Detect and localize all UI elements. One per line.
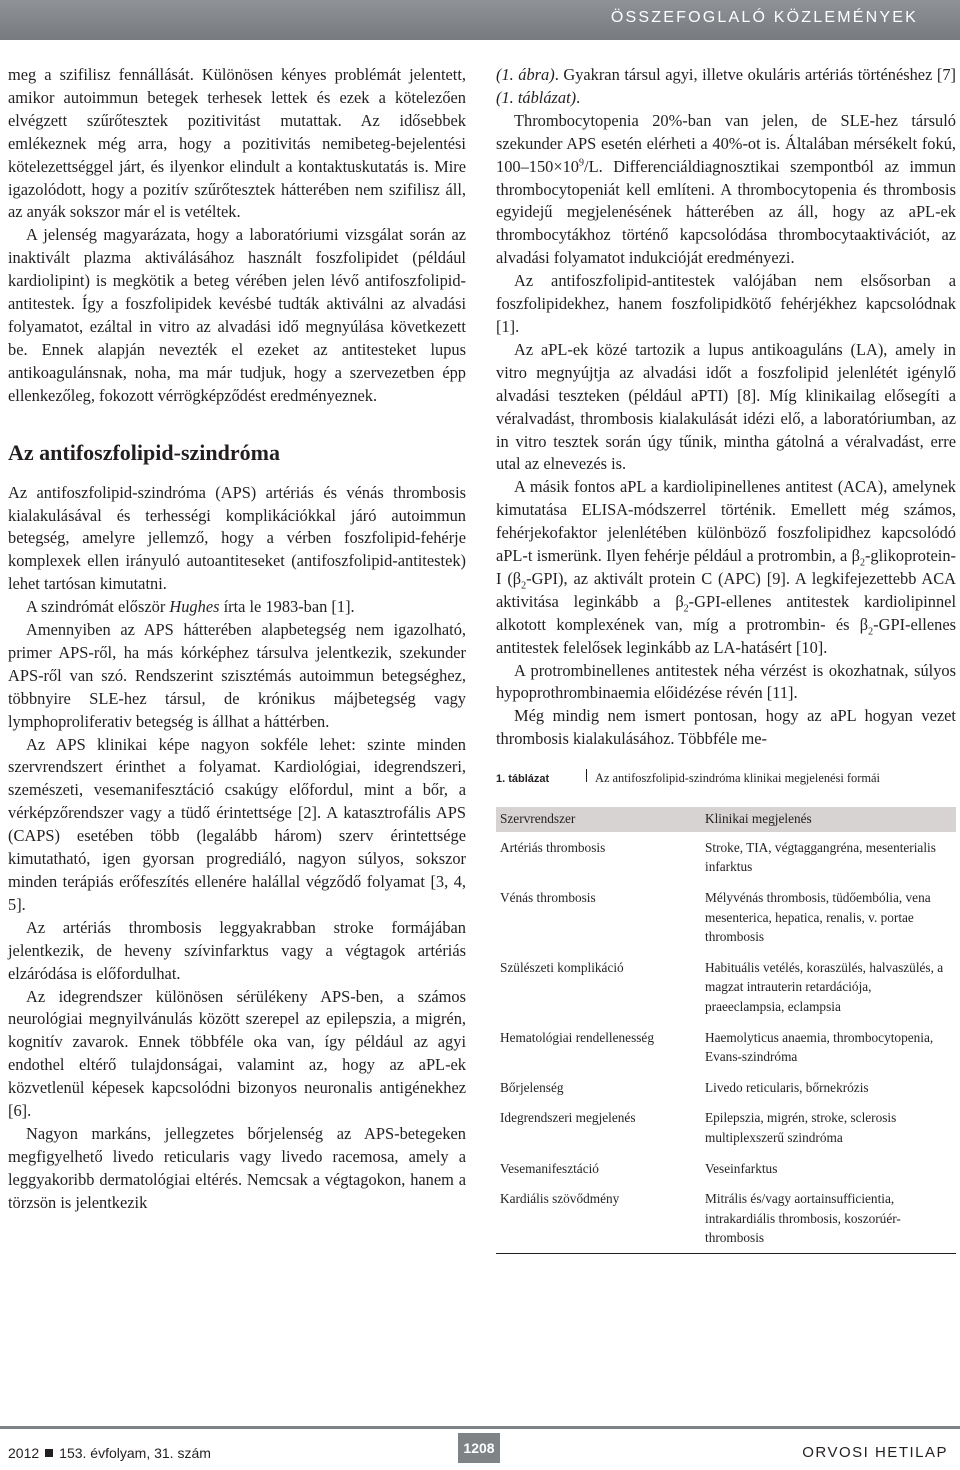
author-name: Hughes (169, 597, 220, 617)
p5-sub-3: 2 (683, 603, 689, 615)
right-paragraph-2 (496, 110, 956, 270)
journal-name: ORVOSI HETILAP (802, 1444, 948, 1461)
table-row (496, 1072, 956, 1103)
right-column (496, 64, 956, 1254)
table-cell: Idegrendszeri megjelenés (500, 1110, 636, 1126)
table-reference: (1. táblázat) (496, 87, 577, 107)
table-1 (496, 769, 956, 1254)
page-number: 1208 (458, 1433, 500, 1463)
p5-sub-1: 2 (859, 557, 865, 569)
table-cell: Artériás thrombosis (500, 839, 606, 855)
table-row (496, 1183, 956, 1253)
left-paragraph-1: meg a szifilisz fennállását. Különösen kényes problémát jelentett, amikor autoimmun betegek terhesek lettek és ezek a kötelezően elvégzett szűrőtesztek pozitivitást mutattak. Az idősebbek emlékeznek még arra, hogy a pozitivitás nemibeteg-bejelentési kötelezettséggel járt, és ilyenkor elindult a kontaktuskutatás is. Mire igazolódott, hogy a pozitív szűrőtesztek hátterében nem szifilisz áll, az anyák sokszor már el is vetéltek. (8, 65, 466, 222)
table-cell: Szülészeti komplikáció (500, 959, 624, 975)
right-paragraph-3: Az antifoszfolipid-antitestek valójában nem elsősorban a foszfolipidekhez, hanem foszfolipidkötő fehérjékhez kapcsolódnak [1]. (496, 271, 956, 336)
table-row (496, 1153, 956, 1184)
table-row (496, 832, 956, 882)
left-paragraph-4 (8, 596, 466, 619)
footer-volume: 153. évfolyam, 31. szám (59, 1445, 211, 1461)
p2-part-a: Thrombocytopenia 20%-ban van jelen, de SLE-hez társuló szekunder APS esetén elérheti a 40%-ot is. Általában mérsékelt fokú, 100–150×10 (496, 110, 956, 176)
p1-mid: . Gyakran társul agyi, illetve okuláris artériás történéshez [7] (554, 65, 956, 84)
square-bullet-icon (45, 1449, 53, 1457)
left-paragraph-6: Az APS klinikai képe nagyon sokféle lehet: szinte minden szervrendszert érinthet a folyamat. Kardiológiai, idegrendszeri, szemészeti, vesemanifesztáció csakúgy előfordul, mint a bőr, a vérképzőrendszer vagy a tüdő érintettsége [2]. A katasztrofális APS (CAPS) esetében több (legalább három) szerv érintettsége kimutatható, igen gyorsan progrediáló, nagyon súlyos, sokszor minden terápiás erőfeszítés ellenére halállal végződő folyamat [3, 4, 5]. (8, 734, 466, 914)
table-cell: Haemolyticus anaemia, thrombocytopenia, Evans-szindróma (705, 1029, 934, 1065)
left-paragraph-5: Amennyiben az APS hátterében alapbetegség nem igazolható, primer APS-ről, ha más kórképhez társulva jelentkezik, szekunder APS-ről van szó. Rendszerint szisztémás autoimmun betegséghez, többnyire SLE-hez társul, de krónikus májbetegség vagy lymphoproliferativ betegség is állhat a háttérben. (8, 620, 466, 731)
clinical-table (496, 807, 956, 1254)
table-cell: Mélyvénás thrombosis, tüdőembólia, vena mesenterica, hepatica, renalis, v. portae thrombosis (705, 889, 931, 945)
p2-superscript: 9 (579, 157, 585, 169)
table-cell: Livedo reticularis, bőrnekrózis (705, 1079, 869, 1095)
right-paragraph-4: Az aPL-ek közé tartozik a lupus antikoaguláns (LA), amely in vitro megnyújtja az alvadási időt a foszfolipid jelenlétét igénylő alvadási teszteken (például aPTI) [8]. Míg klinikailag elősegíti a véralvadást, thrombosis kialakulását idézi elő, a laboratóriumban, az in vitro tesztek során úgy tűnik, mintha gátolná a véralvadást, erre utal az elnevezés is. (496, 339, 956, 474)
right-paragraph-6: A protrombinellenes antitestek néha vérzést is okozhatnak, súlyos hypoprothrombinaemia előidézése révén [11]. (496, 660, 956, 703)
footer-year: 2012 (8, 1445, 40, 1461)
p4-text-after: írta le 1983-ban [1]. (219, 597, 355, 617)
table-header-row (496, 807, 956, 832)
table-cell: Bőrjelenség (500, 1079, 564, 1095)
left-paragraph-8: Az idegrendszer különösen sérülékeny APS-ben, a számos neurológiai megnyilvánulás között szerepel az epilepszia, a migrén, kognitív zavarok. Ennek többféle oka van, így például az agyi endothel eltérő tulajdonságai, valamint az, hogy az aPL-ek közvetlenül képesek kapcsolódni bizonyos neuronalis antigénekhez [6]. (8, 986, 466, 1121)
p5-part-a: A másik fontos aPL a kardiolipinellenes antitest (ACA), amelynek kimutatása ELISA-módszerrel történik. Emellett még számos, fehérjekofaktor jelenlétében különböző foszfolipidhez kapcsolódó aPL-t ismerünk. Ilyen fehérje például a protrombin, a β (496, 477, 956, 566)
figure-reference: (1. ábra) (496, 65, 555, 84)
table-cell: Epilepszia, migrén, stroke, sclerosis multiplexszerű szindróma (705, 1110, 897, 1145)
p5-sub-4: 2 (868, 626, 874, 638)
p4-text-before: A szindrómát először (26, 597, 170, 617)
footer-issue (8, 1445, 211, 1461)
left-column (8, 64, 466, 1215)
table-row (496, 882, 956, 952)
table-cell: Hematológiai rendellenesség (500, 1029, 654, 1045)
table-row (496, 1022, 956, 1072)
p5-sub-2: 2 (521, 580, 527, 592)
right-paragraph-1 (496, 64, 956, 110)
table-cell: Veseinfarktus (705, 1160, 778, 1176)
left-paragraph-9: Nagyon markáns, jellegzetes bőrjelenség az APS-betegeken megfigyelhető livedo reticularis vagy livedo racemosa, amely a leggyakoribb dermatológiai eltérés. Nemcsak a végtagokon, hanem a törzsön is jelentkezik (8, 1123, 466, 1212)
table-title: Az antifoszfolipid-szindróma klinikai megjelenési formái (595, 771, 880, 786)
left-paragraph-3: Az antifoszfolipid-szindróma (APS) artériás és vénás thrombosis kialakulásával és terhességi komplikációkkal járó autoimmun betegség, amelyre jellemző, hogy a vérben foszfolipid-fehérje komplexek ellen irányuló autoantiteseket (antifoszfolipid-antitestek) lehet tartósan kimutatni. (8, 482, 466, 594)
left-paragraph-7: Az artériás thrombosis leggyakrabban stroke formájában jelentkezik, de heveny szívinfarktus vagy a végtagok artériás elzáródása is előfordulhat. (8, 917, 466, 983)
p1-end: . (576, 87, 581, 107)
table-cell: Vesemanifesztáció (500, 1160, 599, 1176)
right-paragraph-7: Még mindig nem ismert pontosan, hogy az aPL hogyan vezet thrombosis kialakulásához. Többféle me- (496, 706, 956, 749)
table-number: 1. táblázat (496, 773, 550, 786)
table-row (496, 1102, 956, 1152)
column-header: Szervrendszer (496, 807, 701, 832)
right-paragraph-5 (496, 476, 956, 659)
p5-part-e: -GPI-ellenes antitestek felelősek leginkább az LA-hatásért [10]. (496, 614, 956, 657)
table-cell: Stroke, TIA, végtaggangréna, mesenterialis infarktus (705, 839, 936, 875)
table-cell: Vénás thrombosis (500, 889, 596, 905)
header-band (0, 0, 960, 40)
column-header: Klinikai megjelenés (701, 807, 956, 832)
table-cell: Kardiális szövődmény (496, 1183, 701, 1253)
table-caption (496, 769, 956, 789)
table-cell: Habituális vetélés, koraszülés, halvaszülés, a magzat intrauterin retardációja, praeeclampsia, eclampsia (705, 959, 944, 1014)
left-paragraph-2: A jelenség magyarázata, hogy a laboratóriumi vizsgálat során az inaktivált plazma aktiválásához használt foszfolipidet (például kardiolipint) is megkötik a beteg vérében jelen lévő antifoszfolipid-antitestek. Így a foszfolipidek kevésbé tudták aktiválni az alvadási folyamatot, ezáltal in vitro az alvadási idő megnyúlása következett be. Ennek alapján nevezték el ezeket az antitesteket lupus antikoagulánsnak, noha, ma már tudjuk, hogy a szervezetben épp ellenkezőleg, fokozott vérrögképződést eredményeznek. (8, 225, 466, 405)
p2-part-b: /L. Differenciáldiagnosztikai szempontból az immun thrombocytopeniát kell említeni. A thrombocytopenia és thrombosis egyidejű megjelenésének hátterében az áll, hogy az aPL-ek thrombocytákhoz történő kapcsolódása thrombocytaaktivációt, az alvadási folyamatot indukcióját eredményezi. (496, 156, 956, 268)
footer-rule (0, 1426, 960, 1429)
table-row (496, 952, 956, 1022)
p5-part-b: -glikoprotein-I (β (496, 546, 956, 588)
section-heading: Az antifoszfolipid-szindróma (8, 439, 280, 465)
section-label: ÖSSZEFOGLALÓ KÖZLEMÉNYEK (610, 9, 918, 26)
caption-divider (586, 769, 587, 782)
p5-part-d: -GPI-ellenes antitestek kardiolipinnel alkotott komplexének van, míg a protrombin- és β (496, 591, 956, 634)
p5-part-c: -GPI), az aktivált protein C (APC) [9]. A legkifejezettebb ACA aktivitása leginkább a β (496, 568, 956, 611)
table-cell: Mitrális és/vagy aortainsufficientia, intrakardiális thrombosis, koszorúér-thrombosis (701, 1183, 956, 1253)
